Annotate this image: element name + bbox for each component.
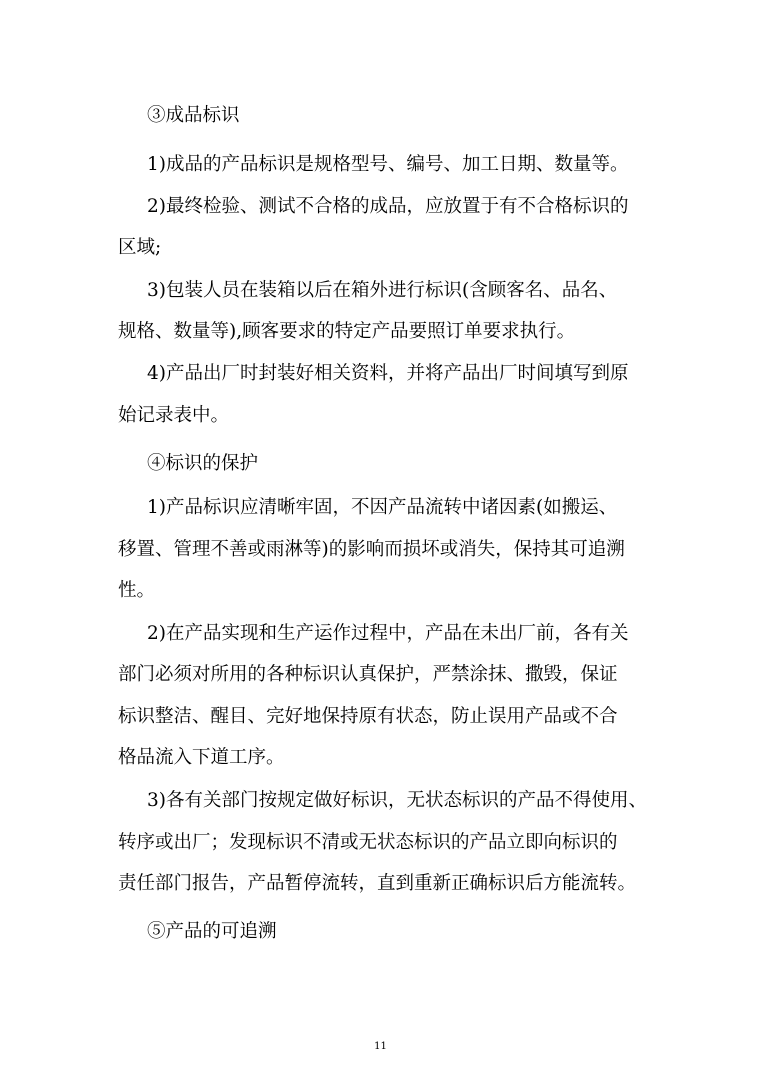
paragraph-line: 2)最终检验、测试不合格的成品，应放置于有不合格标识的: [147, 196, 629, 217]
paragraph-line: 始记录表中。: [118, 405, 230, 426]
paragraph-line: 标识整洁、醒目、完好地保持原有状态，防止误用产品或不合: [118, 706, 618, 727]
section-heading-finished-product-marking: ③成品标识: [147, 105, 240, 126]
paragraph-line: 1)产品标识应清晰牢固，不因产品流转中诸因素(如搬运、: [147, 497, 618, 518]
paragraph-line: 3)各有关部门按规定做好标识，无状态标识的产品不得使用、: [147, 790, 647, 811]
paragraph-line: 2)在产品实现和生产运作过程中，产品在未出厂前，各有关: [147, 623, 629, 644]
paragraph-line: 格品流入下道工序。: [118, 747, 285, 768]
paragraph-line: 部门必须对所用的各种标识认真保护，严禁涂抹、撒毁，保证: [118, 664, 618, 685]
paragraph-line: 4)产品出厂时封装好相关资料，并将产品出厂时间填写到原: [147, 363, 629, 384]
paragraph-line: 转序或出厂；发现标识不清或无状态标识的产品立即向标识的: [118, 832, 618, 853]
paragraph-line: 规格、数量等),顾客要求的特定产品要照订单要求执行。: [118, 321, 576, 342]
page-number: 11: [374, 1041, 387, 1052]
paragraph-line: 性。: [118, 580, 156, 601]
section-heading-marking-protection: ④标识的保护: [147, 453, 259, 474]
paragraph-line: 移置、管理不善或雨淋等)的影响而损坏或消失，保持其可追溯: [118, 539, 625, 560]
paragraph-line: 区域;: [118, 237, 162, 258]
paragraph-line: 3)包装人员在装箱以后在箱外进行标识(含顾客名、品名、: [147, 280, 618, 301]
paragraph-line: 责任部门报告，产品暂停流转，直到重新正确标识后方能流转。: [118, 873, 637, 894]
section-heading-traceability: ⑤产品的可追溯: [147, 921, 277, 942]
paragraph-line: 1)成品的产品标识是规格型号、编号、加工日期、数量等。: [147, 154, 629, 175]
